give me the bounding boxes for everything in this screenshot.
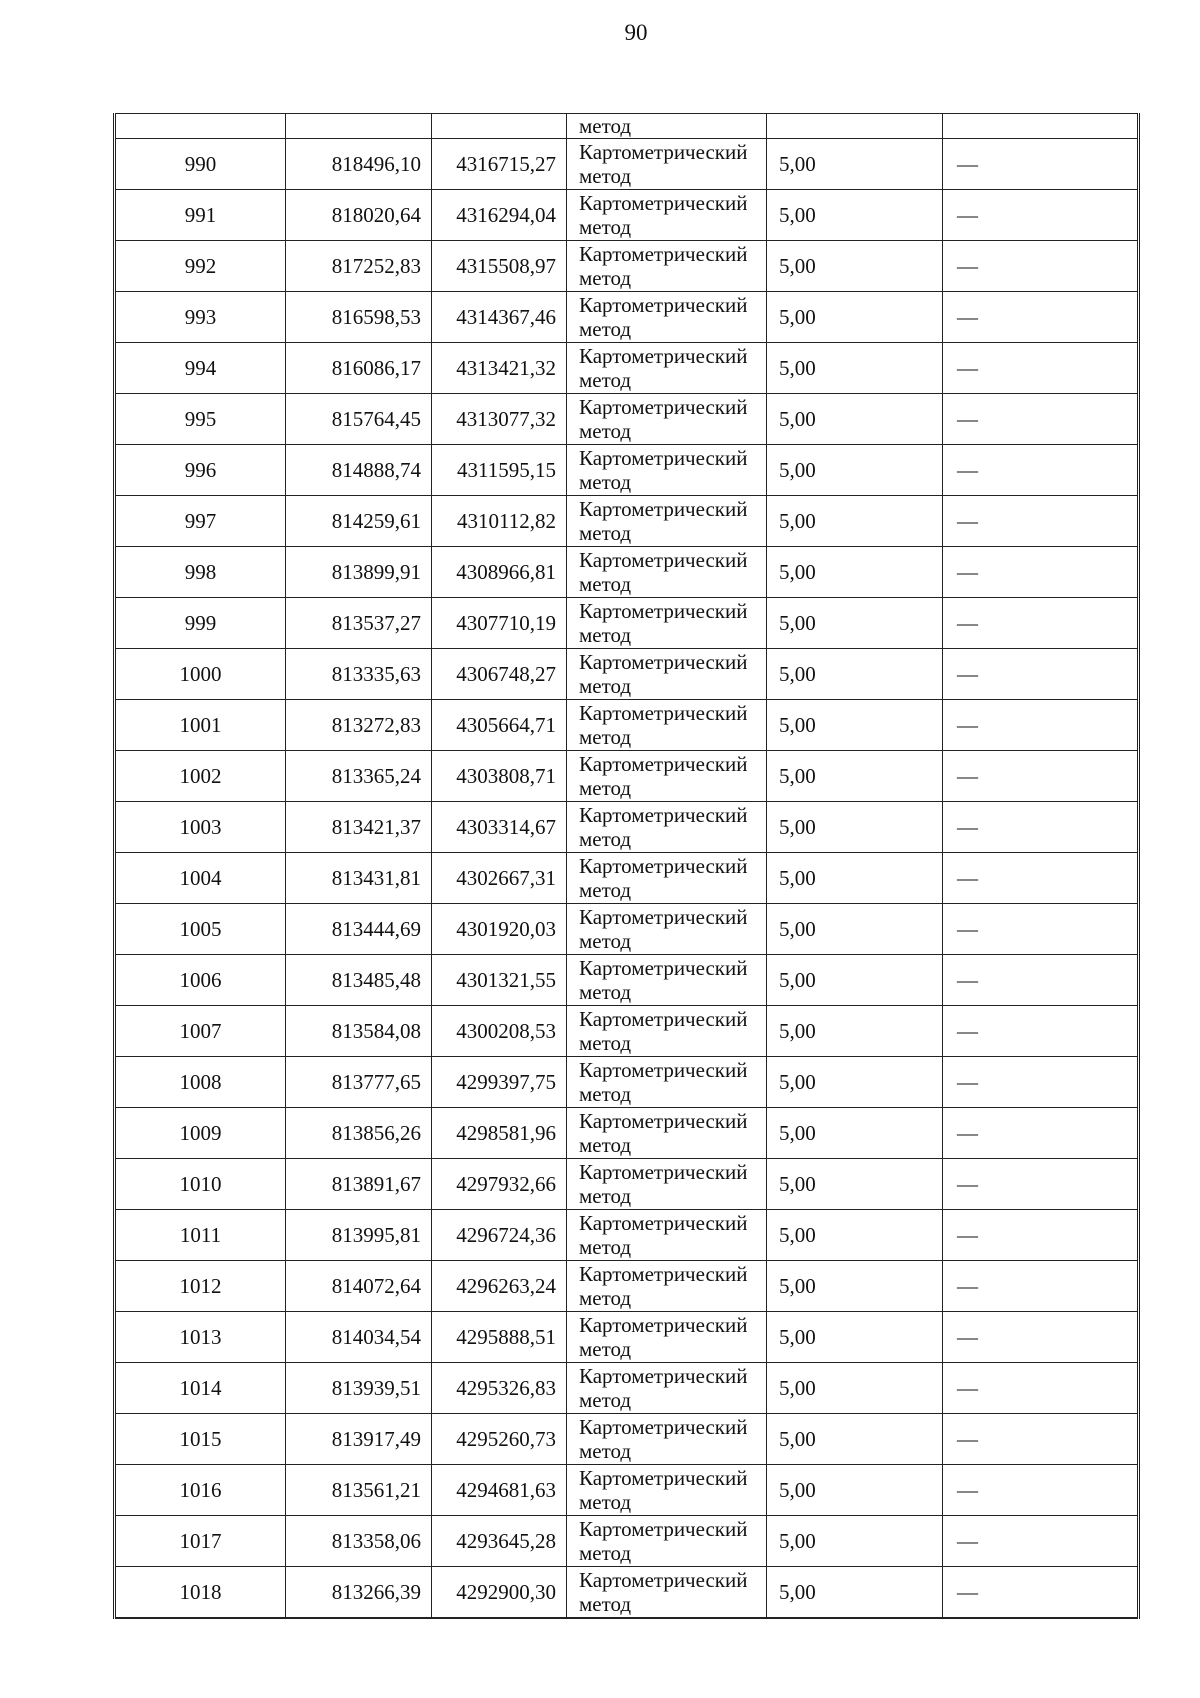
x-coordinate: 813995,81 [286,1210,432,1261]
y-coordinate: 4296263,24 [432,1261,567,1312]
accuracy-value: 5,00 [767,853,943,904]
point-number: 1003 [115,802,286,853]
method-line-1: Картометрический [579,854,748,878]
method-line-2: метод [579,317,632,341]
x-coordinate: 814072,64 [286,1261,432,1312]
point-number: 993 [115,292,286,343]
point-number: 1002 [115,751,286,802]
method-cell [567,853,767,904]
x-coordinate: 813431,81 [286,853,432,904]
x-coordinate: 813856,26 [286,1108,432,1159]
method-continuation: метод [567,114,767,139]
accuracy-value: 5,00 [767,1261,943,1312]
note-dash: — [943,547,1139,598]
method-cell [567,496,767,547]
method-line-1: Картометрический [579,905,748,929]
method-line-1: Картометрический [579,803,748,827]
accuracy-value: 5,00 [767,190,943,241]
method-line-1: Картометрический [579,1313,748,1337]
method-line-1: Картометрический [579,1517,748,1541]
table-row [115,649,1139,700]
x-coordinate: 813891,67 [286,1159,432,1210]
y-coordinate: 4295260,73 [432,1414,567,1465]
point-number: 998 [115,547,286,598]
note-dash: — [943,1261,1139,1312]
method-line-2: метод [579,419,632,443]
x-coordinate: 815764,45 [286,394,432,445]
method-line-1: Картометрический [579,1262,748,1286]
point-number: 1015 [115,1414,286,1465]
method-line-2: метод [579,1337,632,1361]
y-coordinate: 4310112,82 [432,496,567,547]
method-cell [567,343,767,394]
x-coordinate: 814034,54 [286,1312,432,1363]
note-dash: — [943,1210,1139,1261]
table-row [115,1312,1139,1363]
method-line-1: Картометрический [579,1109,748,1133]
note-dash: — [943,802,1139,853]
accuracy-value: 5,00 [767,1363,943,1414]
table-row [115,598,1139,649]
method-line-2: метод [579,1031,632,1055]
table-row [115,1108,1139,1159]
note-dash: — [943,1312,1139,1363]
point-number: 1008 [115,1057,286,1108]
accuracy-value: 5,00 [767,1516,943,1567]
accuracy-value: 5,00 [767,904,943,955]
table-row [115,1567,1139,1619]
accuracy-value: 5,00 [767,1108,943,1159]
y-coordinate: 4294681,63 [432,1465,567,1516]
note-dash: — [943,751,1139,802]
point-number: 990 [115,139,286,190]
note-dash: — [943,700,1139,751]
method-cell [567,1516,767,1567]
method-cell [567,955,767,1006]
y-coordinate: 4313077,32 [432,394,567,445]
note-dash: — [943,445,1139,496]
empty-cell [286,114,432,139]
point-number: 1000 [115,649,286,700]
method-line-2: метод [579,164,632,188]
method-line-1: Картометрический [579,1364,748,1388]
y-coordinate: 4302667,31 [432,853,567,904]
method-cell [567,751,767,802]
y-coordinate: 4297932,66 [432,1159,567,1210]
empty-cell [943,114,1139,139]
note-dash: — [943,649,1139,700]
table-row [115,445,1139,496]
point-number: 994 [115,343,286,394]
method-line-1: Картометрический [579,1466,748,1490]
empty-cell [432,114,567,139]
method-line-1: Картометрический [579,446,748,470]
method-line-1: Картометрический [579,1160,748,1184]
note-dash: — [943,292,1139,343]
method-cell [567,1363,767,1414]
note-dash: — [943,139,1139,190]
point-number: 999 [115,598,286,649]
method-line-1: Картометрический [579,293,748,317]
table-row [115,751,1139,802]
method-line-1: Картометрический [579,650,748,674]
accuracy-value: 5,00 [767,955,943,1006]
x-coordinate: 813777,65 [286,1057,432,1108]
point-number: 1009 [115,1108,286,1159]
y-coordinate: 4293645,28 [432,1516,567,1567]
method-line-1: Картометрический [579,956,748,980]
method-line-2: метод [579,215,632,239]
y-coordinate: 4303808,71 [432,751,567,802]
method-cell [567,1210,767,1261]
accuracy-value: 5,00 [767,598,943,649]
method-line-1: Картометрический [579,395,748,419]
y-coordinate: 4316715,27 [432,139,567,190]
note-dash: — [943,955,1139,1006]
accuracy-value: 5,00 [767,1006,943,1057]
method-line-2: метод [579,1592,632,1616]
method-cell [567,1108,767,1159]
method-line-2: метод [579,827,632,851]
accuracy-value: 5,00 [767,700,943,751]
method-line-2: метод [579,1286,632,1310]
point-number: 1014 [115,1363,286,1414]
note-dash: — [943,904,1139,955]
note-dash: — [943,1465,1139,1516]
method-line-1: Картометрический [579,752,748,776]
method-line-2: метод [579,1439,632,1463]
method-line-2: метод [579,368,632,392]
method-cell [567,802,767,853]
method-line-2: метод [579,572,632,596]
empty-cell [115,114,286,139]
coordinates-table-body [115,114,1139,1619]
page-number: 90 [624,20,648,45]
point-number: 996 [115,445,286,496]
method-cell [567,1159,767,1210]
method-line-1: Картометрический [579,1415,748,1439]
method-line-1: Картометрический [579,497,748,521]
point-number: 1004 [115,853,286,904]
accuracy-value: 5,00 [767,139,943,190]
accuracy-value: 5,00 [767,241,943,292]
point-number: 997 [115,496,286,547]
note-dash: — [943,1414,1139,1465]
method-line-1: Картометрический [579,701,748,725]
accuracy-value: 5,00 [767,547,943,598]
method-cell [567,904,767,955]
accuracy-value: 5,00 [767,802,943,853]
accuracy-value: 5,00 [767,751,943,802]
note-dash: — [943,496,1139,547]
method-cell [567,445,767,496]
table-row [115,343,1139,394]
point-number: 1017 [115,1516,286,1567]
x-coordinate: 813584,08 [286,1006,432,1057]
y-coordinate: 4311595,15 [432,445,567,496]
x-coordinate: 813899,91 [286,547,432,598]
x-coordinate: 816086,17 [286,343,432,394]
point-number: 1013 [115,1312,286,1363]
method-line-1: Картометрический [579,1058,748,1082]
table-row [115,700,1139,751]
note-dash: — [943,241,1139,292]
note-dash: — [943,1006,1139,1057]
accuracy-value: 5,00 [767,496,943,547]
table-row [115,853,1139,904]
accuracy-value: 5,00 [767,292,943,343]
y-coordinate: 4296724,36 [432,1210,567,1261]
point-number: 1016 [115,1465,286,1516]
table-row [115,955,1139,1006]
accuracy-value: 5,00 [767,1210,943,1261]
point-number: 1006 [115,955,286,1006]
y-coordinate: 4305664,71 [432,700,567,751]
x-coordinate: 818496,10 [286,139,432,190]
method-line-1: Картометрический [579,599,748,623]
method-line-1: Картометрический [579,1007,748,1031]
method-line-2: метод [579,623,632,647]
y-coordinate: 4306748,27 [432,649,567,700]
table-row [115,547,1139,598]
method-line-1: Картометрический [579,140,748,164]
y-coordinate: 4315508,97 [432,241,567,292]
coordinates-table [113,113,1140,1619]
method-line-2: метод [579,1133,632,1157]
point-number: 1005 [115,904,286,955]
note-dash: — [943,1057,1139,1108]
point-number: 1010 [115,1159,286,1210]
table-row [115,1210,1139,1261]
x-coordinate: 818020,64 [286,190,432,241]
method-line-1: Картометрический [579,1211,748,1235]
x-coordinate: 813917,49 [286,1414,432,1465]
y-coordinate: 4295326,83 [432,1363,567,1414]
table-row [115,1465,1139,1516]
note-dash: — [943,343,1139,394]
accuracy-value: 5,00 [767,343,943,394]
x-coordinate: 817252,83 [286,241,432,292]
method-line-2: метод [579,521,632,545]
note-dash: — [943,1516,1139,1567]
accuracy-value: 5,00 [767,1159,943,1210]
x-coordinate: 816598,53 [286,292,432,343]
table-row [115,496,1139,547]
table-row [115,802,1139,853]
method-line-1: Картометрический [579,548,748,572]
empty-cell [767,114,943,139]
x-coordinate: 814888,74 [286,445,432,496]
note-dash: — [943,598,1139,649]
point-number: 1007 [115,1006,286,1057]
method-cell [567,700,767,751]
method-line-1: Картометрический [579,344,748,368]
y-coordinate: 4303314,67 [432,802,567,853]
accuracy-value: 5,00 [767,1414,943,1465]
y-coordinate: 4301920,03 [432,904,567,955]
method-cell [567,649,767,700]
accuracy-value: 5,00 [767,394,943,445]
table-row [115,1363,1139,1414]
table-row [115,139,1139,190]
table-row [115,1261,1139,1312]
x-coordinate: 813365,24 [286,751,432,802]
point-number: 992 [115,241,286,292]
point-number: 1012 [115,1261,286,1312]
method-cell [567,547,767,598]
method-cell [567,1312,767,1363]
table-row [115,394,1139,445]
method-line-1: Картометрический [579,1568,748,1592]
y-coordinate: 4314367,46 [432,292,567,343]
y-coordinate: 4298581,96 [432,1108,567,1159]
x-coordinate: 813421,37 [286,802,432,853]
y-coordinate: 4313421,32 [432,343,567,394]
method-cell [567,241,767,292]
note-dash: — [943,1567,1139,1619]
y-coordinate: 4307710,19 [432,598,567,649]
table-row [115,1516,1139,1567]
table-row [115,190,1139,241]
method-cell [567,1261,767,1312]
method-line-2: метод [579,1184,632,1208]
point-number: 1001 [115,700,286,751]
method-line-2: метод [579,470,632,494]
y-coordinate: 4300208,53 [432,1006,567,1057]
method-line-2: метод [579,878,632,902]
point-number: 991 [115,190,286,241]
method-line-2: метод [579,725,632,749]
note-dash: — [943,394,1139,445]
y-coordinate: 4292900,30 [432,1567,567,1619]
method-cell [567,1465,767,1516]
x-coordinate: 813485,48 [286,955,432,1006]
method-cell [567,1006,767,1057]
method-line-2: метод [579,776,632,800]
point-number: 1018 [115,1567,286,1619]
method-line-1: Картометрический [579,191,748,215]
method-line-2: метод [579,674,632,698]
note-dash: — [943,853,1139,904]
y-coordinate: 4308966,81 [432,547,567,598]
method-line-2: метод [579,1235,632,1259]
method-line-2: метод [579,266,632,290]
table-row [115,292,1139,343]
method-cell [567,394,767,445]
continuation-row [115,114,1139,139]
accuracy-value: 5,00 [767,649,943,700]
x-coordinate: 813444,69 [286,904,432,955]
method-line-2: метод [579,980,632,1004]
method-line-2: метод [579,1082,632,1106]
note-dash: — [943,1159,1139,1210]
accuracy-value: 5,00 [767,1567,943,1619]
note-dash: — [943,1108,1139,1159]
table-row [115,1006,1139,1057]
x-coordinate: 813266,39 [286,1567,432,1619]
method-line-1: Картометрический [579,242,748,266]
note-dash: — [943,190,1139,241]
x-coordinate: 814259,61 [286,496,432,547]
y-coordinate: 4316294,04 [432,190,567,241]
table-row [115,1057,1139,1108]
table-row [115,1414,1139,1465]
method-cell [567,598,767,649]
point-number: 995 [115,394,286,445]
method-line-2: метод [579,929,632,953]
table-row [115,1159,1139,1210]
x-coordinate: 813939,51 [286,1363,432,1414]
y-coordinate: 4295888,51 [432,1312,567,1363]
x-coordinate: 813358,06 [286,1516,432,1567]
method-cell [567,1057,767,1108]
x-coordinate: 813272,83 [286,700,432,751]
x-coordinate: 813561,21 [286,1465,432,1516]
y-coordinate: 4301321,55 [432,955,567,1006]
x-coordinate: 813537,27 [286,598,432,649]
method-line-2: метод [579,1388,632,1412]
table-row [115,904,1139,955]
accuracy-value: 5,00 [767,1465,943,1516]
y-coordinate: 4299397,75 [432,1057,567,1108]
method-line-2: метод [579,1541,632,1565]
method-cell [567,1414,767,1465]
method-cell [567,139,767,190]
note-dash: — [943,1363,1139,1414]
method-cell [567,1567,767,1619]
method-cell [567,292,767,343]
x-coordinate: 813335,63 [286,649,432,700]
accuracy-value: 5,00 [767,1057,943,1108]
accuracy-value: 5,00 [767,445,943,496]
method-line-2: метод [579,1490,632,1514]
method-cell [567,190,767,241]
point-number: 1011 [115,1210,286,1261]
accuracy-value: 5,00 [767,1312,943,1363]
table-row [115,241,1139,292]
